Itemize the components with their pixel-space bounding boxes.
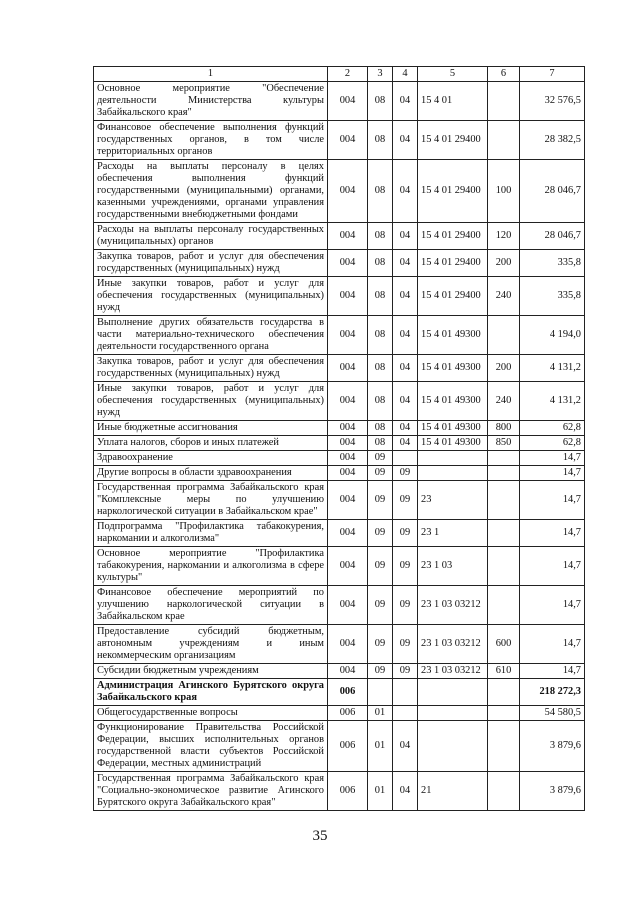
row-section-code: 09 xyxy=(368,625,393,664)
row-subsection-code: 09 xyxy=(393,586,418,625)
row-subsection-code xyxy=(393,451,418,466)
row-target-code: 21 xyxy=(418,772,488,811)
row-section-code: 09 xyxy=(368,547,393,586)
row-admin-code: 004 xyxy=(328,355,368,382)
row-expense-type-code: 850 xyxy=(488,436,520,451)
row-subsection-code: 04 xyxy=(393,82,418,121)
row-section-code: 01 xyxy=(368,772,393,811)
row-subsection-code: 09 xyxy=(393,466,418,481)
row-subsection-code: 04 xyxy=(393,316,418,355)
column-number: 5 xyxy=(418,67,488,82)
table-row xyxy=(94,706,585,721)
row-section-code: 08 xyxy=(368,436,393,451)
row-expense-type-code xyxy=(488,316,520,355)
row-name: Государственная программа Забайкальского края "Комплексные меры по улучшению наркологической ситуации в Забайкальском крае" xyxy=(94,481,328,520)
row-amount: 14,7 xyxy=(520,520,585,547)
table-row xyxy=(94,316,585,355)
row-subsection-code: 04 xyxy=(393,772,418,811)
row-section-code: 09 xyxy=(368,451,393,466)
row-subsection-code: 09 xyxy=(393,481,418,520)
row-expense-type-code: 200 xyxy=(488,355,520,382)
row-section-code: 09 xyxy=(368,586,393,625)
row-section-code: 08 xyxy=(368,277,393,316)
row-admin-code: 004 xyxy=(328,223,368,250)
row-subsection-code: 09 xyxy=(393,547,418,586)
table-row xyxy=(94,679,585,706)
row-amount: 28 046,7 xyxy=(520,223,585,250)
page-number: 35 xyxy=(312,828,328,844)
row-expense-type-code: 800 xyxy=(488,421,520,436)
row-amount: 14,7 xyxy=(520,466,585,481)
row-amount: 32 576,5 xyxy=(520,82,585,121)
row-subsection-code: 09 xyxy=(393,520,418,547)
row-name: Основное мероприятие "Профилактика табакокурения, наркомании и алкоголизма в сфере культуры" xyxy=(94,547,328,586)
row-admin-code: 004 xyxy=(328,160,368,223)
row-target-code: 23 1 03 03212 xyxy=(418,586,488,625)
row-target-code: 15 4 01 29400 xyxy=(418,121,488,160)
column-number-row xyxy=(94,67,585,82)
row-target-code: 15 4 01 29400 xyxy=(418,250,488,277)
row-target-code xyxy=(418,721,488,772)
row-expense-type-code xyxy=(488,679,520,706)
row-target-code: 15 4 01 49300 xyxy=(418,316,488,355)
row-subsection-code: 09 xyxy=(393,625,418,664)
table-row xyxy=(94,586,585,625)
row-amount: 28 046,7 xyxy=(520,160,585,223)
row-section-code: 08 xyxy=(368,316,393,355)
column-number: 3 xyxy=(368,67,393,82)
row-subsection-code: 04 xyxy=(393,355,418,382)
row-admin-code: 004 xyxy=(328,121,368,160)
row-section-code: 09 xyxy=(368,664,393,679)
row-target-code xyxy=(418,451,488,466)
row-target-code: 15 4 01 49300 xyxy=(418,436,488,451)
row-name: Иные закупки товаров, работ и услуг для обеспечения государственных (муниципальных) нужд xyxy=(94,277,328,316)
row-target-code: 23 1 03 xyxy=(418,547,488,586)
row-amount: 335,8 xyxy=(520,250,585,277)
row-amount: 4 131,2 xyxy=(520,355,585,382)
row-admin-code: 004 xyxy=(328,316,368,355)
table-row xyxy=(94,421,585,436)
row-amount: 62,8 xyxy=(520,421,585,436)
row-expense-type-code xyxy=(488,451,520,466)
row-expense-type-code: 240 xyxy=(488,382,520,421)
table-row xyxy=(94,664,585,679)
row-target-code xyxy=(418,706,488,721)
row-subsection-code: 09 xyxy=(393,664,418,679)
row-expense-type-code: 200 xyxy=(488,250,520,277)
table-row xyxy=(94,451,585,466)
row-section-code: 08 xyxy=(368,355,393,382)
row-section-code: 09 xyxy=(368,466,393,481)
row-section-code xyxy=(368,679,393,706)
row-amount: 14,7 xyxy=(520,481,585,520)
table-row xyxy=(94,625,585,664)
row-amount: 3 879,6 xyxy=(520,721,585,772)
row-target-code: 23 1 03 03212 xyxy=(418,664,488,679)
column-number: 2 xyxy=(328,67,368,82)
row-section-code: 08 xyxy=(368,82,393,121)
table-row xyxy=(94,520,585,547)
row-target-code: 23 1 xyxy=(418,520,488,547)
table-row xyxy=(94,436,585,451)
row-amount: 54 580,5 xyxy=(520,706,585,721)
row-expense-type-code xyxy=(488,520,520,547)
row-target-code: 15 4 01 29400 xyxy=(418,160,488,223)
row-admin-code: 004 xyxy=(328,451,368,466)
row-section-code: 08 xyxy=(368,421,393,436)
row-target-code: 23 1 03 03212 xyxy=(418,625,488,664)
row-expense-type-code xyxy=(488,82,520,121)
row-admin-code: 006 xyxy=(328,721,368,772)
row-admin-code: 004 xyxy=(328,421,368,436)
row-amount: 14,7 xyxy=(520,547,585,586)
row-amount: 14,7 xyxy=(520,625,585,664)
row-subsection-code xyxy=(393,679,418,706)
row-expense-type-code: 600 xyxy=(488,625,520,664)
table-row xyxy=(94,721,585,772)
row-admin-code: 004 xyxy=(328,481,368,520)
table-row xyxy=(94,223,585,250)
row-target-code xyxy=(418,466,488,481)
row-amount: 218 272,3 xyxy=(520,679,585,706)
row-target-code: 15 4 01 29400 xyxy=(418,223,488,250)
row-admin-code: 004 xyxy=(328,520,368,547)
row-subsection-code: 04 xyxy=(393,121,418,160)
row-amount: 14,7 xyxy=(520,451,585,466)
table-body xyxy=(94,67,585,811)
row-target-code: 15 4 01 49300 xyxy=(418,355,488,382)
row-target-code: 15 4 01 49300 xyxy=(418,382,488,421)
row-expense-type-code xyxy=(488,721,520,772)
row-section-code: 01 xyxy=(368,706,393,721)
row-subsection-code xyxy=(393,706,418,721)
row-amount: 335,8 xyxy=(520,277,585,316)
row-expense-type-code xyxy=(488,547,520,586)
table-row xyxy=(94,82,585,121)
row-name: Общегосударственные вопросы xyxy=(94,706,328,721)
column-number: 6 xyxy=(488,67,520,82)
row-section-code: 08 xyxy=(368,382,393,421)
row-subsection-code: 04 xyxy=(393,250,418,277)
row-name: Финансовое обеспечение мероприятий по улучшению наркологической ситуации в Забайкальском крае xyxy=(94,586,328,625)
row-section-code: 08 xyxy=(368,160,393,223)
row-expense-type-code: 100 xyxy=(488,160,520,223)
row-name: Основное мероприятие "Обеспечение деятельности Министерства культуры Забайкальского края" xyxy=(94,82,328,121)
row-admin-code: 004 xyxy=(328,382,368,421)
row-target-code: 23 xyxy=(418,481,488,520)
row-name: Расходы на выплаты персоналу в целях обеспечения выполнения функций государственными (муниципальными) органами, казенными учреждениями, органами управления государственными внебюджетными фондами xyxy=(94,160,328,223)
row-name: Администрация Агинского Бурятского округа Забайкальского края xyxy=(94,679,328,706)
row-amount: 3 879,6 xyxy=(520,772,585,811)
row-expense-type-code xyxy=(488,481,520,520)
table-row xyxy=(94,277,585,316)
row-admin-code: 004 xyxy=(328,547,368,586)
row-admin-code: 004 xyxy=(328,436,368,451)
row-name: Иные закупки товаров, работ и услуг для обеспечения государственных (муниципальных) нужд xyxy=(94,382,328,421)
row-admin-code: 004 xyxy=(328,250,368,277)
row-target-code xyxy=(418,679,488,706)
row-admin-code: 006 xyxy=(328,706,368,721)
row-amount: 62,8 xyxy=(520,436,585,451)
row-section-code: 01 xyxy=(368,721,393,772)
table-row xyxy=(94,547,585,586)
row-section-code: 09 xyxy=(368,481,393,520)
row-admin-code: 004 xyxy=(328,625,368,664)
row-target-code: 15 4 01 49300 xyxy=(418,421,488,436)
row-admin-code: 006 xyxy=(328,679,368,706)
row-amount: 28 382,5 xyxy=(520,121,585,160)
row-admin-code: 004 xyxy=(328,586,368,625)
row-section-code: 08 xyxy=(368,223,393,250)
column-number: 4 xyxy=(393,67,418,82)
budget-table xyxy=(93,66,585,811)
table-row xyxy=(94,382,585,421)
row-expense-type-code xyxy=(488,706,520,721)
row-subsection-code: 04 xyxy=(393,721,418,772)
table-row xyxy=(94,160,585,223)
row-admin-code: 006 xyxy=(328,772,368,811)
row-section-code: 08 xyxy=(368,121,393,160)
row-name: Другие вопросы в области здравоохранения xyxy=(94,466,328,481)
row-name: Здравоохранение xyxy=(94,451,328,466)
row-subsection-code: 04 xyxy=(393,436,418,451)
row-admin-code: 004 xyxy=(328,82,368,121)
row-name: Финансовое обеспечение выполнения функций государственных органов, в том числе территориальных органов xyxy=(94,121,328,160)
table-row xyxy=(94,772,585,811)
row-target-code: 15 4 01 29400 xyxy=(418,277,488,316)
row-admin-code: 004 xyxy=(328,466,368,481)
row-name: Закупка товаров, работ и услуг для обеспечения государственных (муниципальных) нужд xyxy=(94,355,328,382)
row-subsection-code: 04 xyxy=(393,277,418,316)
table-row xyxy=(94,466,585,481)
row-target-code: 15 4 01 xyxy=(418,82,488,121)
row-subsection-code: 04 xyxy=(393,223,418,250)
row-expense-type-code: 240 xyxy=(488,277,520,316)
column-number: 1 xyxy=(94,67,328,82)
column-number: 7 xyxy=(520,67,585,82)
row-name: Закупка товаров, работ и услуг для обеспечения государственных (муниципальных) нужд xyxy=(94,250,328,277)
row-name: Функционирование Правительства Российской Федерации, высших исполнительных органов государственной власти субъектов Российской Федерации, местных администраций xyxy=(94,721,328,772)
row-expense-type-code xyxy=(488,466,520,481)
row-name: Подпрограмма "Профилактика табакокурения, наркомании и алкоголизма" xyxy=(94,520,328,547)
row-amount: 14,7 xyxy=(520,586,585,625)
row-name: Предоставление субсидий бюджетным, автономным учреждениям и иным некоммерческим организациям xyxy=(94,625,328,664)
table-row xyxy=(94,355,585,382)
row-subsection-code: 04 xyxy=(393,382,418,421)
row-expense-type-code xyxy=(488,121,520,160)
row-name: Расходы на выплаты персоналу государственных (муниципальных) органов xyxy=(94,223,328,250)
row-amount: 14,7 xyxy=(520,664,585,679)
table-row xyxy=(94,250,585,277)
row-name: Государственная программа Забайкальского края "Социально-экономическое развитие Агинского Бурятского округа Забайкальского края" xyxy=(94,772,328,811)
table-row xyxy=(94,121,585,160)
row-subsection-code: 04 xyxy=(393,421,418,436)
row-admin-code: 004 xyxy=(328,664,368,679)
row-name: Иные бюджетные ассигнования xyxy=(94,421,328,436)
table-row xyxy=(94,481,585,520)
row-admin-code: 004 xyxy=(328,277,368,316)
row-subsection-code: 04 xyxy=(393,160,418,223)
row-expense-type-code xyxy=(488,586,520,625)
row-name: Субсидии бюджетным учреждениям xyxy=(94,664,328,679)
row-name: Выполнение других обязательств государства в части материально-технического обеспечения деятельности государственного органа xyxy=(94,316,328,355)
row-name: Уплата налогов, сборов и иных платежей xyxy=(94,436,328,451)
row-section-code: 08 xyxy=(368,250,393,277)
row-amount: 4 194,0 xyxy=(520,316,585,355)
row-expense-type-code: 120 xyxy=(488,223,520,250)
row-amount: 4 131,2 xyxy=(520,382,585,421)
row-section-code: 09 xyxy=(368,520,393,547)
row-expense-type-code: 610 xyxy=(488,664,520,679)
row-expense-type-code xyxy=(488,772,520,811)
